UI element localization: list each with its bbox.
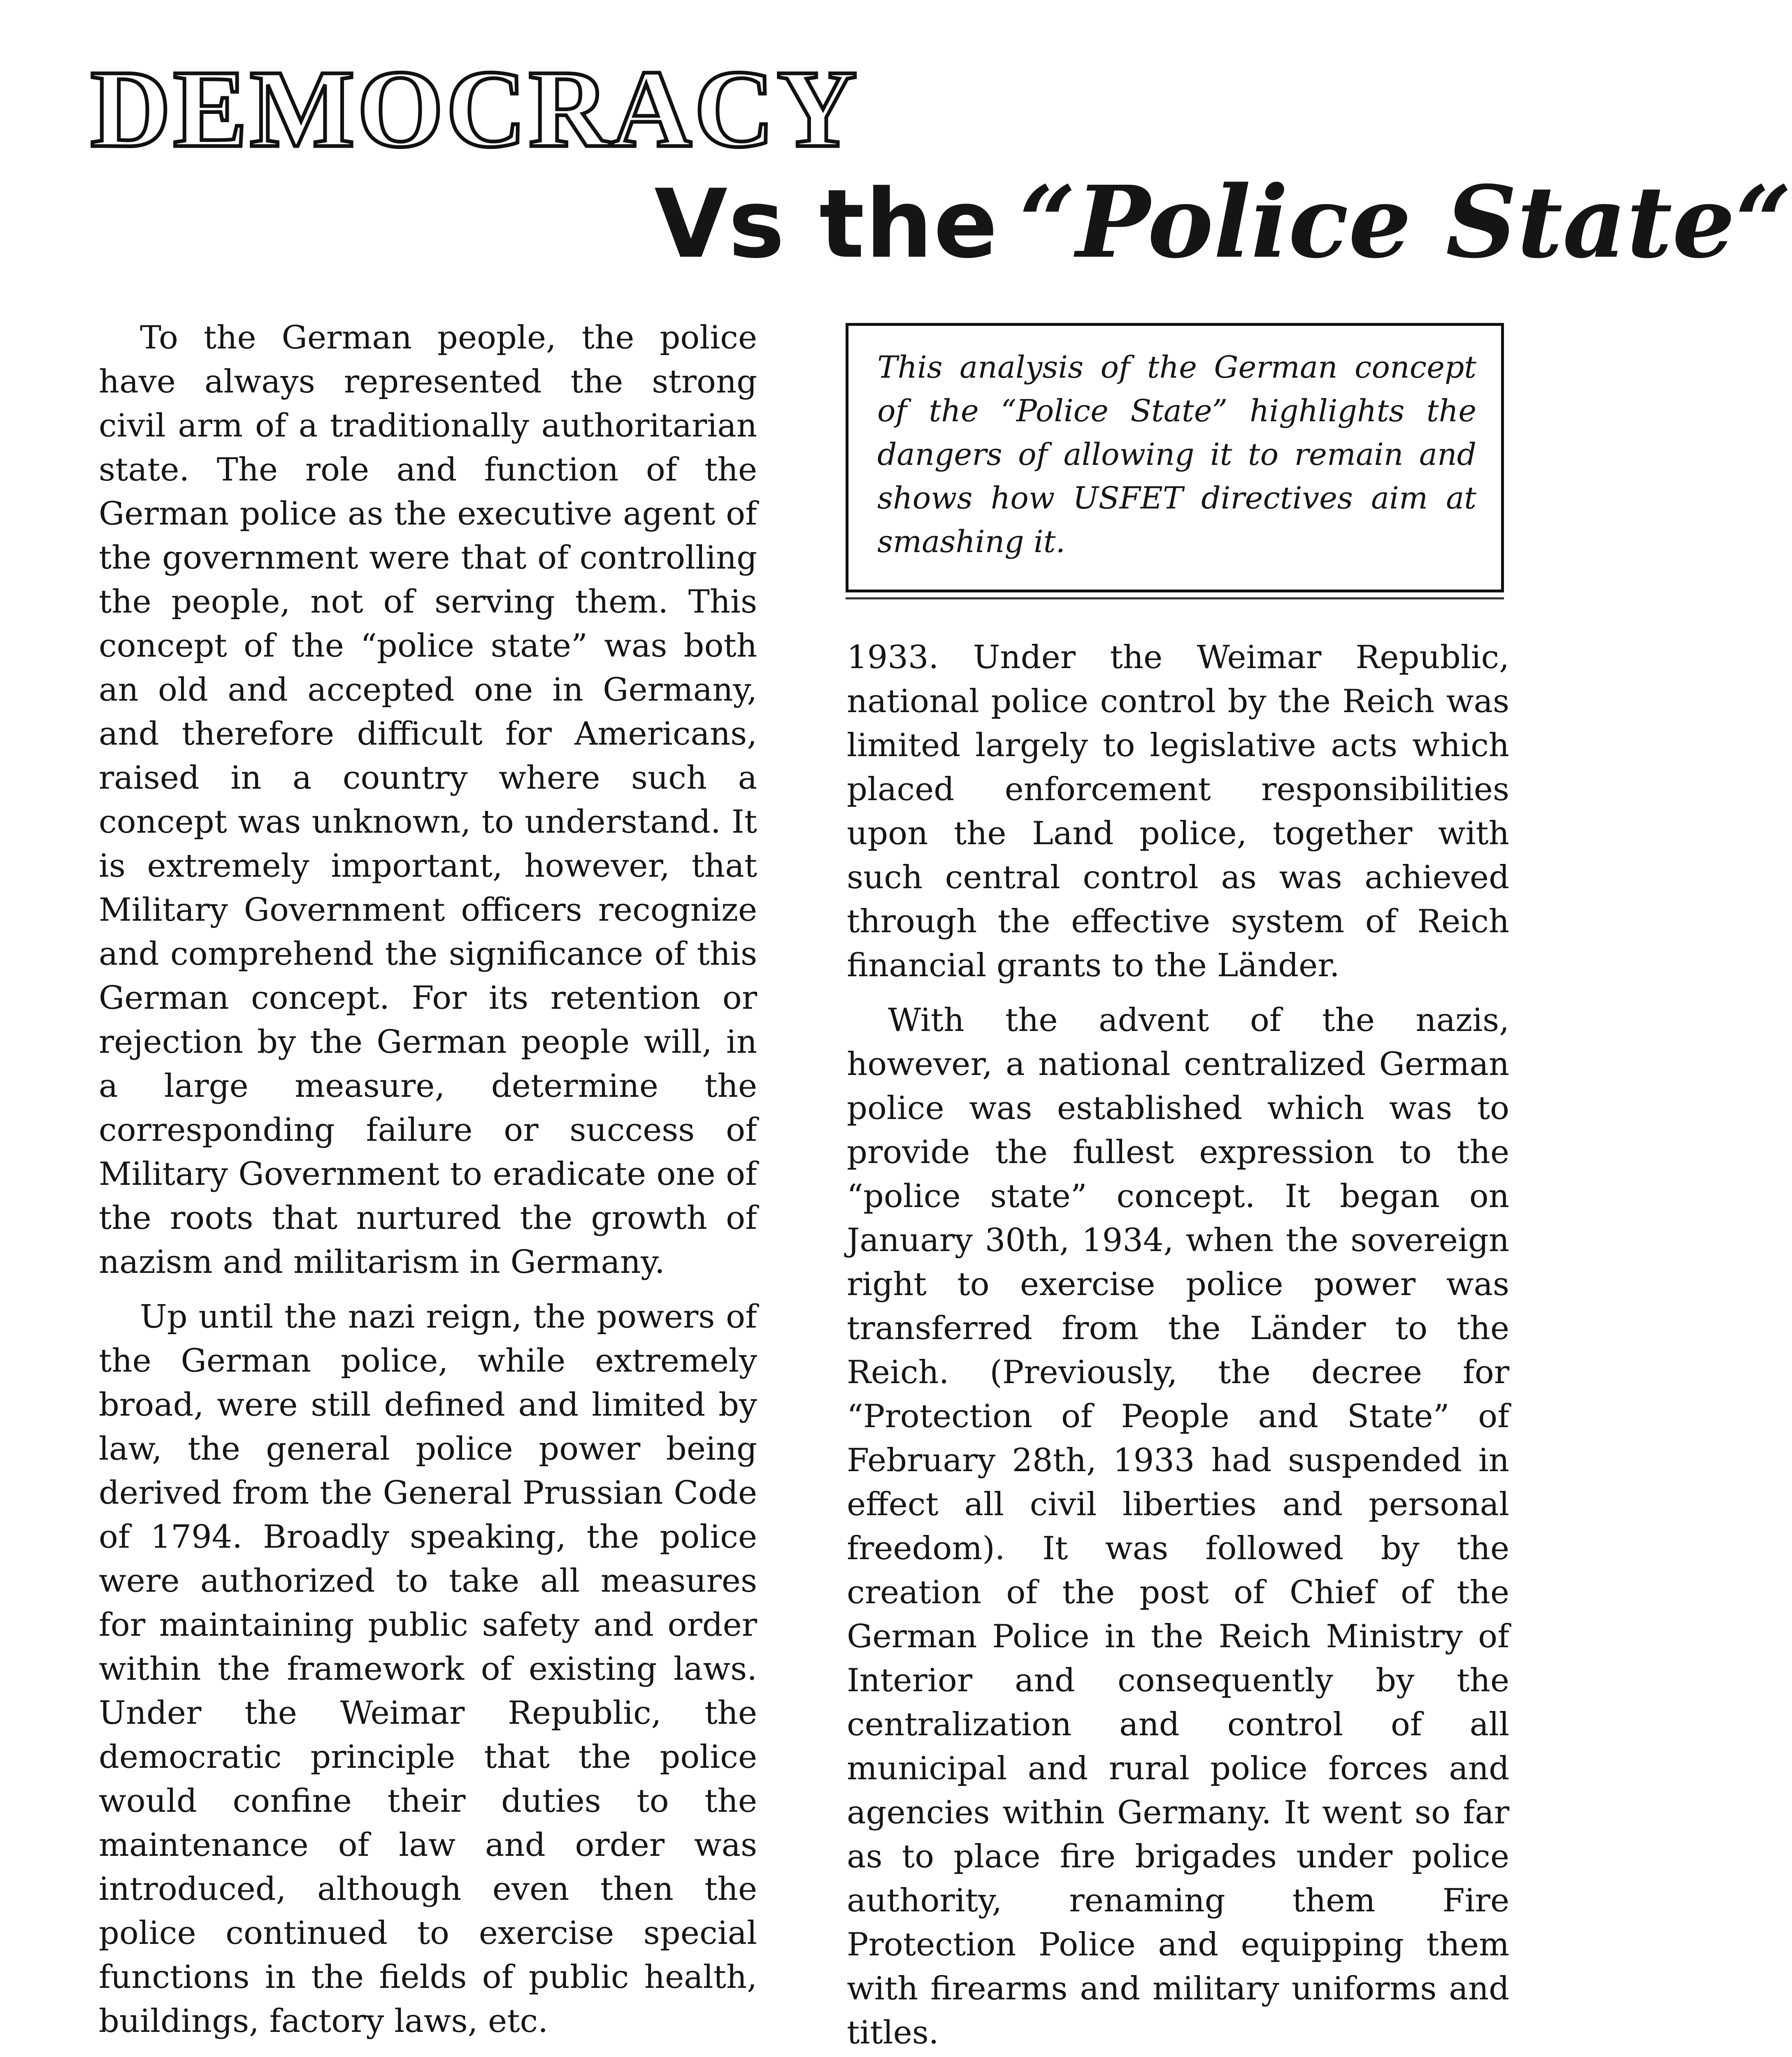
subtitle-vs: Vs the (654, 169, 999, 279)
headline-subtitle (654, 164, 1792, 280)
right-column (847, 636, 1509, 2057)
body-paragraph: To the German people, the police have always represented the strong civil arm of a traditionally authoritarian state. The role and function of the German police as the executive agent of the government were that of controlling the people, not of serving them. This concept of the “police state” was both an old and accepted one in Germany, and therefore difficult for Americans, raised in a country where such a concept was unknown, to understand. It is extremely important, however, that Military Government officers recognize and comprehend the significance of this German concept. For its retention or rejection by the German people will, in a large measure, determine the corresponding failure or success of Military Government to eradicate one of the roots that nurtured the growth of nazism and militarism in Germany. (99, 319, 757, 1281)
left-column (99, 316, 757, 2057)
callout-box (846, 323, 1504, 592)
callout-text: This analysis of the German concept of the “Police State” highlights the dangers of allowing it to remain and shows how USFET directives aim at smashing it. (877, 350, 1476, 560)
body-paragraph (99, 2054, 757, 2057)
subtitle-police-state: “Police State“ (1019, 164, 1792, 280)
body-paragraph: Up until the nazi reign, the powers of the German police, while extremely broad, were still defined and limited by law, the general police power being derived from the General Prussian Code of 1794. Broadly speaking, the police were authorized to take all measures for maintaining public safety and order within the framework of existing laws. Under the Weimar Republic, the democratic principle that the police would confine their duties to the maintenance of law and order was introduced, although even then the police continued to exercise special functions in the fields of public health, buildings, factory laws, etc. (99, 1298, 757, 2040)
callout-rule (846, 597, 1504, 599)
headline-title: DEMOCRACY (91, 47, 860, 170)
body-paragraph: With the advent of the nazis, however, a national centralized German police was established which was to provide the fullest expression to the “police state” concept. It began on January 30th, 1934, when the sovereign right to exercise police power was transferred from the Länder to the Reich. (Previously, the decree for “Protection of People and State” of February 28th, 1933 had suspended in effect all civil liberties and personal freedom). It was followed by the creation of the post of Chief of the German Police in the Reich Ministry of Interior and consequently by the centralization and control of all municipal and rural police forces and agencies within Germany. It went so far as to place fire brigades under police authority, renaming them Fire Protection Police and equipping them with firearms and military uniforms and titles. (847, 1002, 1509, 2051)
body-paragraph: 1933. Under the Weimar Republic, national police control by the Reich was limited largely to legislative acts which placed enforcement responsibilities upon the Land police, together with such central control as was achieved through the effective system of Reich financial grants to the Länder. (847, 639, 1509, 984)
